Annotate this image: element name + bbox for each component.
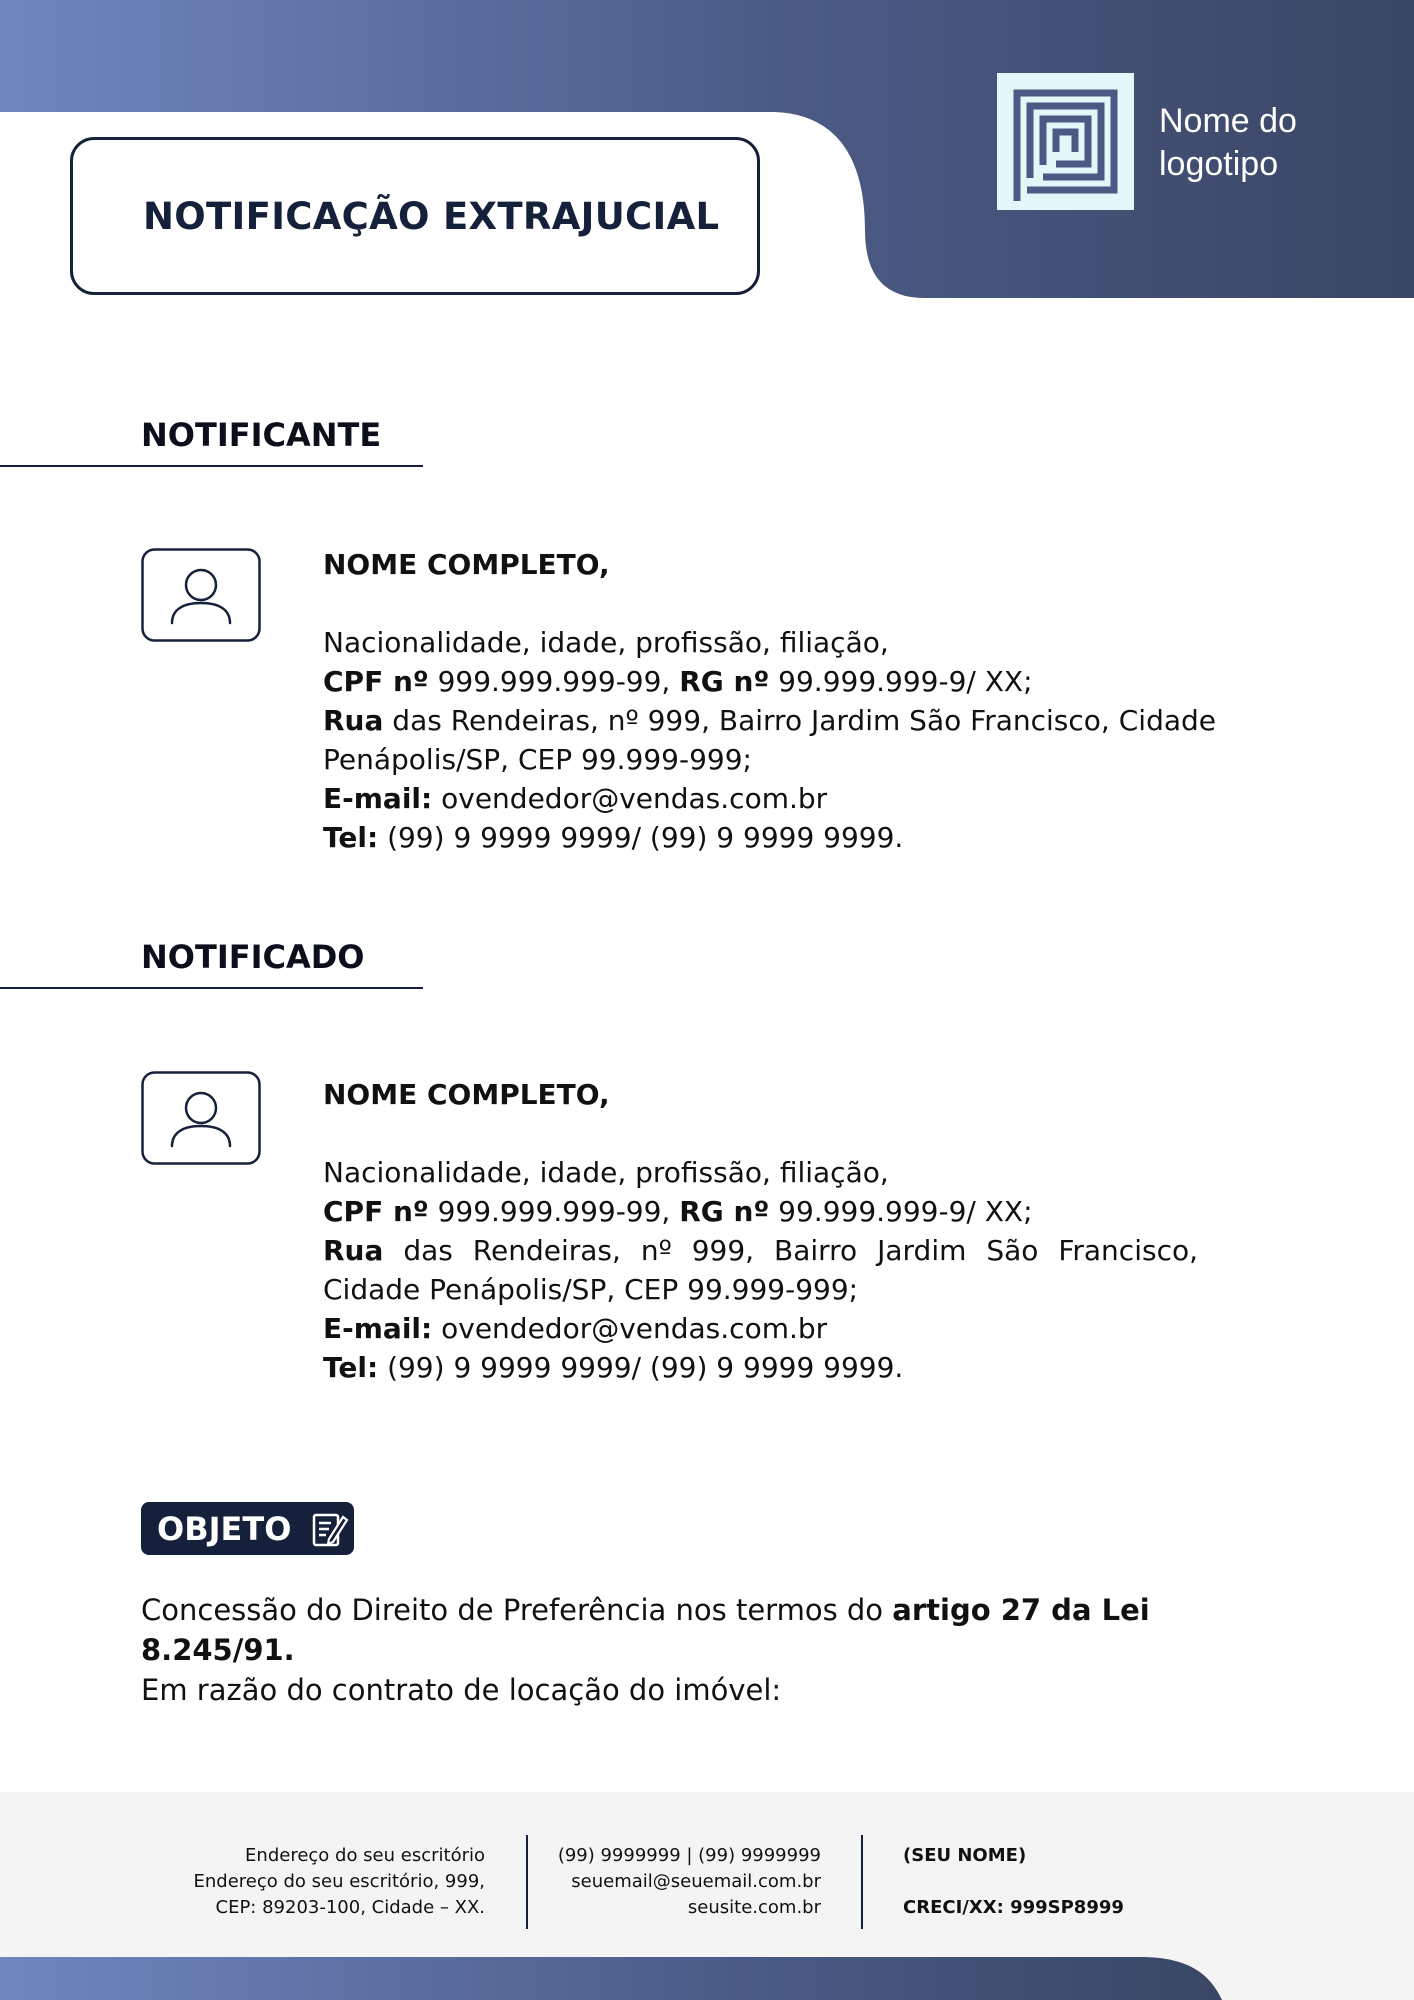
rua-label: Rua	[323, 1234, 384, 1267]
document-title-box	[70, 137, 760, 295]
footer-divider	[526, 1835, 528, 1929]
tel-label: Tel:	[323, 1351, 379, 1384]
rg-value: 99.999.999-9/ XX;	[769, 1195, 1033, 1228]
notificado-address	[323, 1231, 1198, 1309]
footer-creci: CRECI/XX: 999SP8999	[903, 1897, 1124, 1918]
notificado-phone	[323, 1348, 1198, 1387]
objeto-text-law: artigo 27 da Lei 8.245/91.	[141, 1593, 1150, 1667]
cpf-value: 999.999.999-99,	[428, 1195, 680, 1228]
section-divider	[0, 987, 423, 989]
footer-address-line2: Endereço do seu escritório, 999,	[193, 1871, 485, 1892]
document-edit-icon	[309, 1509, 349, 1549]
objeto-text	[141, 1590, 1261, 1710]
rg-value: 99.999.999-9/ XX;	[769, 665, 1033, 698]
tel-label: Tel:	[323, 821, 379, 854]
notificante-phone	[323, 818, 1216, 857]
footer-email: seuemail@seuemail.com.br	[571, 1871, 821, 1892]
notificante-name: NOME COMPLETO,	[323, 548, 610, 581]
objeto-line2: Em razão do contrato de locação do imóvel:	[141, 1673, 782, 1707]
footer-site: seusite.com.br	[687, 1897, 821, 1918]
tel-value: (99) 9 9999 9999/ (99) 9 9999 9999.	[378, 1351, 904, 1384]
notificado-documents	[323, 1192, 1198, 1231]
email-label: E-mail:	[323, 782, 433, 815]
notificante-info-line: Nacionalidade, idade, profissão, filiação,	[323, 626, 889, 659]
notificante-documents	[323, 662, 1216, 701]
footer-contact	[558, 1843, 821, 1921]
user-profile-icon	[141, 548, 261, 642]
cpf-value: 999.999.999-99,	[428, 665, 680, 698]
rua-label: Rua	[323, 704, 384, 737]
logo-maze-icon	[997, 73, 1134, 210]
document-title: NOTIFICAÇÃO EXTRAJUCIAL	[143, 194, 720, 238]
tel-value: (99) 9 9999 9999/ (99) 9 9999 9999.	[378, 821, 904, 854]
logo-text-line1: Nome do	[1159, 102, 1297, 140]
notificante-email	[323, 779, 1216, 818]
objeto-line1	[141, 1590, 1261, 1670]
email-value: ovendedor@vendas.com.br	[432, 1312, 828, 1345]
footer-phone: (99) 9999999 | (99) 9999999	[557, 1845, 821, 1866]
rua-value: das Rendeiras, nº 999, Bairro Jardim São Francisco, Cidade Penápolis/SP, CEP 99.999-999;	[323, 704, 1216, 776]
footer-divider	[861, 1835, 863, 1929]
rg-label: RG nº	[679, 1195, 770, 1228]
footer-address-line3: CEP: 89203-100, Cidade – XX.	[215, 1897, 485, 1918]
footer-agent	[903, 1843, 1124, 1921]
logo-text	[1159, 100, 1297, 186]
objeto-label: OBJETO	[157, 1509, 292, 1548]
notificante-address	[323, 701, 1216, 779]
objeto-badge	[141, 1502, 354, 1555]
notificado-name: NOME COMPLETO,	[323, 1078, 610, 1111]
cpf-label: CPF nº	[323, 665, 429, 698]
footer-agent-name: (SEU NOME)	[903, 1845, 1027, 1866]
section-title-notificante: NOTIFICANTE	[141, 416, 382, 454]
email-label: E-mail:	[323, 1312, 433, 1345]
email-value: ovendedor@vendas.com.br	[432, 782, 828, 815]
notificado-email	[323, 1309, 1198, 1348]
rua-value: das Rendeiras, nº 999, Bairro Jardim São Francisco, Cidade Penápolis/SP, CEP 99.999-999;	[323, 1234, 1198, 1306]
footer-address	[194, 1843, 486, 1921]
footer-address-line1: Endereço do seu escritório	[245, 1845, 485, 1866]
objeto-text-pre: Concessão do Direito de Preferência nos termos do	[141, 1593, 893, 1627]
user-profile-icon	[141, 1071, 261, 1165]
cpf-label: CPF nº	[323, 1195, 429, 1228]
notificado-details	[323, 1075, 1198, 1387]
footer-banner	[0, 1950, 1414, 2000]
notificado-info-line: Nacionalidade, idade, profissão, filiação,	[323, 1156, 889, 1189]
section-title-notificado: NOTIFICADO	[141, 938, 365, 976]
section-divider	[0, 465, 423, 467]
logo-text-line2: logotipo	[1159, 145, 1279, 183]
rg-label: RG nº	[679, 665, 770, 698]
notificante-details	[323, 545, 1216, 857]
